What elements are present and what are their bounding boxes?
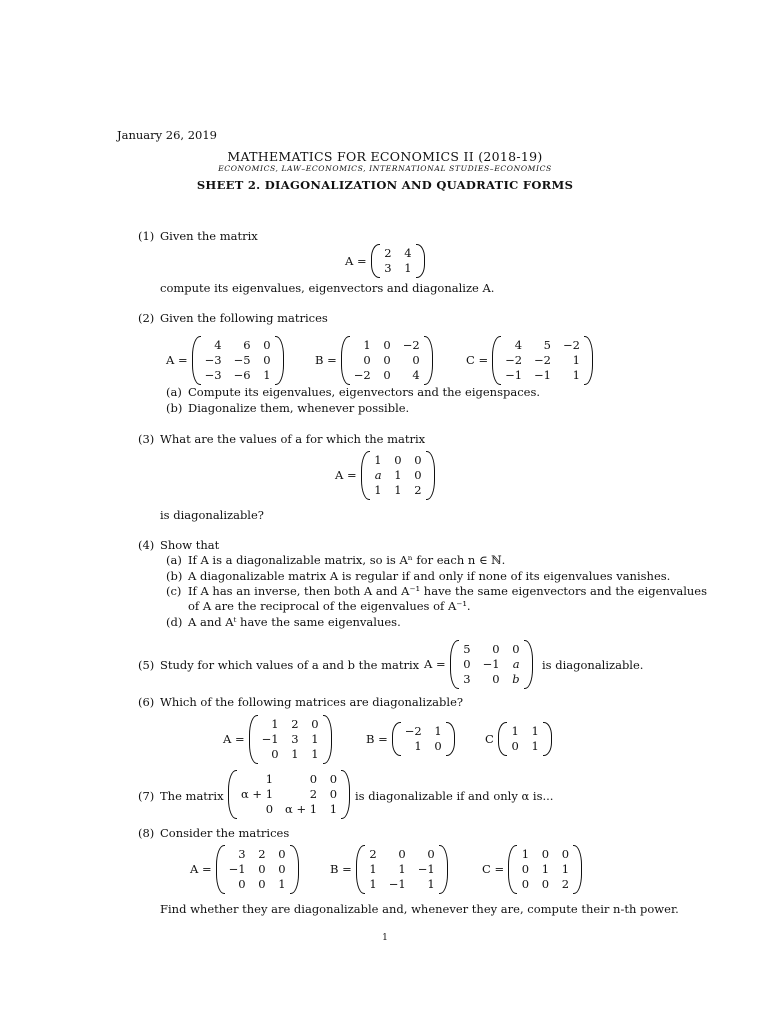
problem-3-outro: is diagonalizable? [160,508,264,522]
problem-1-number: (1) [138,229,155,243]
matrix-cell: 0 [561,847,570,861]
matrix-p2-B [315,336,433,385]
problem-2-number: (2) [138,311,155,325]
matrix-name: C = [482,862,505,877]
left-parenthesis [498,722,507,756]
matrix-cell: 1 [398,862,406,876]
problem-4c: (c) If A has an inverse, then both A and A⁻¹ have the same eigenvectors and the eigenvalues [166,584,708,598]
matrix-p1-A [345,244,425,278]
matrix-cell: 0 [363,353,371,367]
matrix-cell: 0 [521,862,530,876]
left-parenthesis [450,640,459,689]
matrix-cell: −3 [204,368,222,382]
matrix-cell: 2 [369,847,377,861]
matrix-entries [201,336,275,385]
matrix-p2-C [466,336,593,385]
matrix-p8-B [330,845,448,894]
matrix-cell: −5 [233,353,251,367]
matrix-entries [350,336,424,385]
matrix-name: A = [223,732,245,747]
matrix-p3-A [335,451,435,500]
matrix-cell: 0 [278,847,286,861]
matrix-cell: 1 [311,747,319,761]
matrix-cell: 0 [492,672,500,686]
matrix-cell: 0 [329,772,338,786]
matrix-name: B = [315,353,337,368]
problem-1-outro: compute its eigenvalues, eigenvectors and diagonalize A. [160,281,495,295]
matrix-entries [380,244,416,278]
matrix-cell: 2 [561,877,570,891]
matrix-cell: −2 [563,338,580,352]
matrix-cell: 0 [398,847,406,861]
matrix-p6-B [366,722,455,756]
matrix-cell: −6 [233,368,251,382]
matrix-cell: 0 [383,338,391,352]
matrix-cell: 1 [265,772,274,786]
matrix-cell: 1 [521,847,530,861]
matrix-cell: 1 [572,368,580,382]
matrix-cell: 1 [427,877,435,891]
matrix-name: A = [424,657,446,672]
problem-4a: (a) If A is a diagonalizable matrix, so is Aⁿ for each n ∈ ℕ. [166,553,506,567]
matrix-p5-A [424,640,533,689]
matrix-p7 [228,770,350,819]
matrix-cell: −1 [534,368,551,382]
matrix-cell: α + 1 [241,787,274,801]
matrix-cell: 3 [291,732,299,746]
problem-5-intro: Study for which values of a and b the matrix [160,658,420,672]
matrix-cell: −1 [417,862,435,876]
matrix-cell: −2 [404,724,422,738]
right-parenthesis [424,336,433,385]
matrix-cell: 2 [258,847,266,861]
matrix-cell: 3 [463,672,471,686]
matrix-cell: 5 [543,338,551,352]
matrix-name: B = [366,731,388,746]
matrix-cell: 0 [512,642,520,656]
problem-6-number: (6) [138,695,155,709]
right-parenthesis [543,722,552,756]
matrix-entries [365,845,439,894]
matrix-cell: −2 [505,353,523,367]
problem-5-outro: is diagonalizable. [542,658,644,672]
matrix-cell: 3 [238,847,246,861]
matrix-cell: −1 [505,368,523,382]
left-parenthesis [192,336,201,385]
matrix-name: A = [345,253,367,268]
matrix-cell: 5 [463,642,471,656]
document-title: MATHEMATICS FOR ECONOMICS II (2018-19) [227,149,543,164]
matrix-entries [507,722,543,756]
matrix-cell: 4 [214,338,222,352]
matrix-cell: −1 [261,732,279,746]
problem-1-intro: Given the matrix [160,229,258,243]
matrix-cell: −2 [534,353,551,367]
matrix-entries [401,722,446,756]
matrix-cell: 4 [404,246,412,260]
matrix-cell: 0 [258,862,266,876]
date: January 26, 2019 [117,128,217,142]
matrix-cell: 0 [271,747,279,761]
matrix-entries [501,336,584,385]
problem-7-outro: is diagonalizable if and only α is... [355,789,554,803]
matrix-name: A = [335,468,357,483]
matrix-cell: 1 [561,862,570,876]
right-parenthesis [275,336,284,385]
right-parenthesis [524,640,533,689]
matrix-cell: 1 [278,877,286,891]
matrix-cell: 0 [383,368,391,382]
matrix-cell: α + 1 [285,802,318,816]
matrix-cell: 2 [384,246,392,260]
matrix-cell: b [512,672,520,686]
matrix-cell: 1 [369,862,377,876]
problem-5-number: (5) [138,658,155,672]
matrix-cell: 1 [572,353,580,367]
matrix-entries [237,770,341,819]
problem-4b: (b) A diagonalizable matrix A is regular if and only if none of its eigenvalues vanishes. [166,569,671,583]
right-parenthesis [439,845,448,894]
matrix-cell: 1 [511,724,519,738]
problem-2b: (b) Diagonalize them, whenever possible. [166,401,410,415]
problem-2a: (a) Compute its eigenvalues, eigenvectors and the eigenspaces. [166,385,540,399]
matrix-p8-C [482,845,582,894]
matrix-p8-A [190,845,299,894]
matrix-cell: −3 [204,353,222,367]
matrix-entries [258,715,323,764]
matrix-cell: 0 [521,877,530,891]
matrix-cell: 1 [263,368,271,382]
matrix-cell: 0 [492,642,500,656]
matrix-cell: −1 [388,877,406,891]
matrix-cell: −1 [228,862,246,876]
left-parenthesis [492,336,501,385]
matrix-name: A = [166,353,188,368]
matrix-entries [225,845,290,894]
matrix-entries [459,640,524,689]
right-parenthesis [573,845,582,894]
problem-4d: (d) A and Aᵗ have the same eigenvalues. [166,615,401,629]
matrix-cell: 0 [258,877,266,891]
matrix-p2-A [166,336,284,385]
matrix-p6-C [485,722,552,756]
matrix-cell: 1 [291,747,299,761]
matrix-cell: 1 [363,338,371,352]
matrix-cell: 6 [243,338,251,352]
matrix-cell: 1 [394,483,402,497]
problem-8-outro: Find whether they are diagonalizable and, whenever they are, compute their n-th power. [160,902,679,916]
problem-3-intro: What are the values of a for which the matrix [160,432,426,446]
matrix-cell: 1 [414,739,422,753]
matrix-cell: 0 [511,739,519,753]
matrix-cell: a [374,468,382,482]
right-parenthesis [426,451,435,500]
matrix-name: C = [466,353,489,368]
matrix-cell: a [512,657,520,671]
right-parenthesis [584,336,593,385]
left-parenthesis [356,845,365,894]
matrix-cell: 0 [414,453,422,467]
matrix-cell: 1 [541,862,550,876]
matrix-cell: 1 [271,717,279,731]
left-parenthesis [508,845,517,894]
matrix-cell: 0 [383,353,391,367]
matrix-cell: 0 [265,802,274,816]
matrix-name: C [485,731,494,746]
problem-4-number: (4) [138,538,155,552]
right-parenthesis [416,244,425,278]
matrix-entries [517,845,573,894]
left-parenthesis [341,336,350,385]
problem-4-intro: Show that [160,538,220,552]
matrix-cell: 0 [394,453,402,467]
matrix-cell: 1 [531,724,539,738]
matrix-cell: 0 [311,717,319,731]
matrix-cell: 3 [384,261,392,275]
matrix-name: B = [330,862,352,877]
matrix-cell: 0 [541,877,550,891]
matrix-cell: 1 [329,802,338,816]
left-parenthesis [392,722,401,756]
problem-7-number: (7) [138,789,155,803]
matrix-cell: 0 [434,739,442,753]
matrix-cell: 1 [394,468,402,482]
matrix-cell: 0 [309,772,318,786]
matrix-cell: 0 [263,353,271,367]
left-parenthesis [249,715,258,764]
left-parenthesis [216,845,225,894]
matrix-cell: 0 [414,468,422,482]
matrix-cell: 0 [329,787,338,801]
problem-2-intro: Given the following matrices [160,311,328,325]
page-number: 1 [382,933,388,943]
problem-6-intro: Which of the following matrices are diagonalizable? [160,695,464,709]
matrix-cell: 4 [412,368,420,382]
left-parenthesis [371,244,380,278]
matrix-cell: 0 [263,338,271,352]
matrix-cell: −2 [402,338,420,352]
matrix-cell: 1 [404,261,412,275]
matrix-cell: 1 [311,732,319,746]
left-parenthesis [228,770,237,819]
matrix-cell: 2 [309,787,318,801]
matrix-cell: 0 [541,847,550,861]
problem-3-number: (3) [138,432,155,446]
matrix-cell: 0 [238,877,246,891]
matrix-cell: 0 [463,657,471,671]
matrix-cell: −2 [353,368,371,382]
matrix-cell: 2 [291,717,299,731]
matrix-cell: 1 [434,724,442,738]
matrix-cell: 0 [427,847,435,861]
matrix-cell: 1 [374,483,382,497]
matrix-cell: 1 [369,877,377,891]
matrix-p6-A [223,715,332,764]
matrix-name: A = [190,862,212,877]
right-parenthesis [341,770,350,819]
problem-8-number: (8) [138,826,155,840]
matrix-cell: 4 [514,338,523,352]
sheet-title: SHEET 2. DIAGONALIZATION AND QUADRATIC FORMS [196,178,574,192]
right-parenthesis [290,845,299,894]
problem-4c-continued: of A are the reciprocal of the eigenvalues of A⁻¹. [188,599,471,613]
matrix-cell: 1 [531,739,539,753]
problem-8-intro: Consider the matrices [160,826,290,840]
matrix-entries [370,451,426,500]
matrix-cell: 0 [278,862,286,876]
problem-7-intro: The matrix [160,789,224,803]
programs-line: ECONOMICS, LAW–ECONOMICS, INTERNATIONAL STUDIES–ECONOMICS [218,164,552,173]
left-parenthesis [361,451,370,500]
matrix-cell: −1 [482,657,500,671]
matrix-cell: 1 [374,453,382,467]
matrix-cell: 0 [412,353,420,367]
matrix-cell: 2 [414,483,422,497]
right-parenthesis [446,722,455,756]
right-parenthesis [323,715,332,764]
